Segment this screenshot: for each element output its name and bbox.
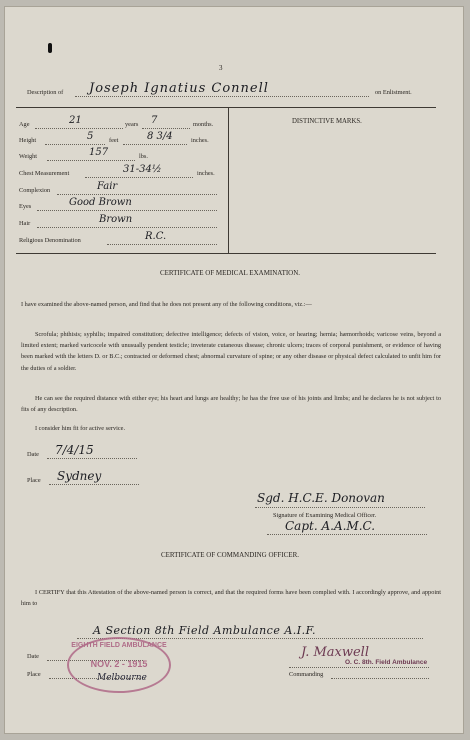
weight-label: Weight	[19, 153, 38, 160]
unit-stamp	[67, 637, 171, 693]
commanding-place-label: Place	[27, 671, 41, 678]
age-label: Age	[19, 121, 30, 128]
complexion-value: Fair	[97, 181, 118, 192]
inches-label: inches.	[191, 137, 209, 144]
medical-officer-rank: Capt. A.A.M.C.	[285, 519, 376, 533]
stamp-date-text: NOV. 2 - 1915	[90, 659, 148, 669]
distinctive-marks-heading: DISTINCTIVE MARKS.	[292, 118, 362, 125]
height-inches-value: 8 3/4	[147, 131, 173, 142]
description-dotted-line	[75, 96, 369, 97]
medical-para-4: I consider him fit for active service.	[35, 425, 126, 432]
binder-hole-mark	[48, 43, 52, 53]
hair-dots	[37, 227, 217, 228]
medical-para-2: Scrofula; phthisis; syphilis; impaired constitution; defective intelligence; defects of vision, voice, or hearing; hernia; hæmorrhoids; varicose veins, beyond a limited extent; marked varicocele with unusually pendent testicle; inveterate cutaneous disease; chronic ulcers; traces of corporal punishment, or evidence of having been marked with the letters D. or B.C.; contracted or deformed chest; abnormal curvature of spine; or any other disease or physical defect calculated to unfit him for the duties of a soldier.	[21, 331, 441, 372]
page-number: 3	[219, 64, 223, 72]
height-feet-value: 5	[87, 131, 94, 142]
commanding-label: Commanding	[289, 671, 324, 678]
age-months-value: 7	[151, 115, 158, 126]
medical-place-value: Sydney	[57, 469, 102, 483]
years-label: years	[125, 121, 139, 128]
age-months-dots	[142, 128, 190, 129]
chest-label: Chest Measurement	[19, 170, 70, 177]
commanding-officer-stamp: O. C. 8th. Field Ambulance	[345, 659, 428, 666]
chest-value: 31-34½	[123, 164, 162, 175]
medical-place-dots	[49, 484, 139, 485]
medical-date-value: 7/4/15	[55, 443, 94, 457]
height-inches-dots	[123, 144, 187, 145]
chest-dots	[85, 177, 193, 178]
soldier-name: Joseph Ignatius Connell	[89, 81, 269, 96]
eyes-value: Good Brown	[69, 197, 132, 208]
medical-rank-dots	[267, 534, 427, 535]
religion-dots	[107, 244, 217, 245]
attestation-page	[4, 6, 464, 734]
medical-officer-signature: Sgd. H.C.E. Donovan	[257, 491, 385, 505]
medical-para-1: I have examined the above-named person, and find that he does not present any of the following conditions, viz.:—	[21, 301, 312, 308]
months-label: months.	[193, 121, 214, 128]
stamp-unit-text: EIGHTH FIELD AMBULANCE	[71, 642, 167, 649]
eyes-dots	[37, 210, 217, 211]
weight-dots	[47, 160, 135, 161]
medical-place-label: Place	[27, 477, 41, 484]
commanding-officer-signature: J. Maxwell	[301, 645, 369, 660]
box-divider-rule	[228, 107, 229, 253]
commanding-dots	[331, 678, 429, 679]
height-feet-dots	[45, 144, 105, 145]
weight-value: 157	[89, 147, 109, 158]
chest-inches-label: inches.	[197, 170, 215, 177]
commanding-signature-dots	[289, 667, 429, 668]
height-label: Height	[19, 137, 37, 144]
age-years-dots	[35, 128, 123, 129]
religion-value: R.C.	[145, 231, 167, 242]
commanding-heading: CERTIFICATE OF COMMANDING OFFICER.	[160, 551, 300, 559]
medical-date-label: Date	[27, 451, 39, 458]
medical-signature-dots	[255, 507, 425, 508]
medical-para-3: He can see the required distance with either eye; his heart and lungs are healthy; he has the free use of his joints and limbs; and he declares he is not subject to fits of any description.	[21, 395, 441, 414]
commanding-date-label: Date	[27, 653, 39, 660]
lbs-label: lbs.	[139, 153, 148, 160]
feet-label: feet	[109, 137, 119, 144]
on-enlistment-label: on Enlistment.	[375, 89, 412, 96]
age-years-value: 21	[69, 115, 82, 126]
medical-date-dots	[47, 458, 137, 459]
complexion-dots	[57, 194, 217, 195]
eyes-label: Eyes	[19, 203, 32, 210]
medical-signature-label: Signature of Examining Medical Officer.	[273, 512, 377, 519]
hair-value: Brown	[99, 214, 133, 225]
description-label: Description of	[27, 89, 64, 96]
medical-heading: CERTIFICATE OF MEDICAL EXAMINATION.	[159, 269, 301, 277]
commanding-para: I CERTIFY that this Attestation of the above-named person is correct, and that the required forms have been complied with. I accordingly approve, and appoint him to	[21, 589, 441, 608]
hair-label: Hair	[19, 220, 31, 227]
box-top-rule	[16, 107, 436, 108]
box-bottom-rule	[16, 253, 436, 254]
complexion-label: Complexion	[19, 187, 51, 194]
stamp-place-handwriting: Melbourne	[97, 673, 147, 683]
appointment-value: A Section 8th Field Ambulance A.I.F.	[93, 624, 317, 637]
religion-label: Religious Denomination	[19, 237, 81, 244]
